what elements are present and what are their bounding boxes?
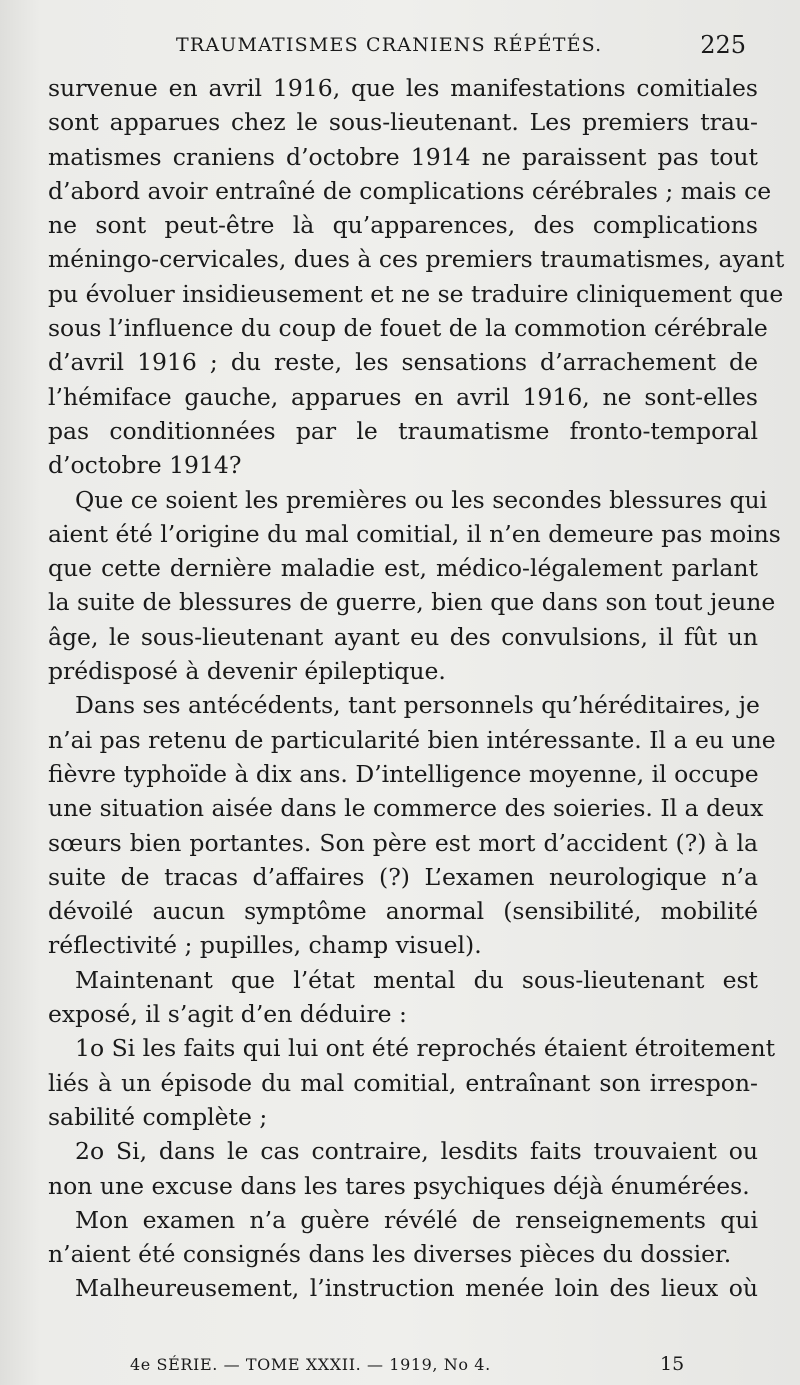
running-head — [48, 31, 758, 66]
paragraph-start: Dans ses antécédents, tant personnels qu’héréditaires, je — [75, 691, 760, 720]
text-line: suite de tracas d’affaires (?) L’examen neurologique n’a — [48, 862, 758, 891]
running-title: TRAUMATISMES CRANIENS RÉPÉTÉS. — [176, 34, 603, 56]
text-line: fièvre typhoïde à dix ans. D’intelligence moyenne, il occupe — [48, 759, 759, 788]
text-line: que cette dernière maladie est, médico-légalement parlant — [48, 554, 758, 583]
text-line: l’hémiface gauche, apparues en avril 1916, ne sont-elles — [48, 382, 758, 411]
page-number: 225 — [700, 31, 746, 59]
text-line: sont apparues chez le sous-lieutenant. Les premiers trau- — [48, 108, 758, 137]
text-line: dévoilé aucun symptôme anormal (sensibilité, mobilité — [48, 897, 758, 926]
list-item-1: 1o Si les faits qui lui ont été reprochés étaient étroitement — [75, 1034, 776, 1063]
text-line: d’avril 1916 ; du reste, les sensations d’arrachement de — [48, 348, 758, 377]
text-line: n’aient été consignés dans les diverses pièces du dossier. — [48, 1240, 732, 1269]
body-text — [48, 71, 785, 1306]
text-line: sabilité complète ; — [48, 1102, 268, 1131]
text-line: d’octobre 1914? — [48, 451, 242, 480]
text-line: exposé, il s’agit d’en déduire : — [48, 1000, 407, 1029]
text-line: réflectivité ; pupilles, champ visuel). — [48, 931, 482, 960]
text-line: survenue en avril 1916, que les manifestations comitiales — [48, 74, 758, 102]
text-line: matismes craniens d’octobre 1914 ne paraissent pas tout — [48, 142, 758, 171]
text-line: liés à un épisode du mal comitial, entraînant son irrespon- — [48, 1068, 758, 1097]
signature-mark: 4e SÉRIE. — TOME XXXII. — 1919, No 4. — [130, 1355, 491, 1374]
text-line: ne sont peut-être là qu’apparences, des complications — [48, 211, 758, 240]
text-line: pu évoluer insidieusement et ne se traduire cliniquement que — [48, 279, 784, 308]
text-line: pas conditionnées par le traumatisme fronto-temporal — [48, 416, 758, 445]
signature-number: 15 — [660, 1353, 685, 1375]
text-line: sœurs bien portantes. Son père est mort d’accident (?) à la — [48, 828, 758, 857]
text-line: une situation aisée dans le commerce des soieries. Il a deux — [48, 794, 764, 823]
text-line: prédisposé à devenir épileptique. — [48, 657, 446, 686]
text-line: âge, le sous-lieutenant ayant eu des convulsions, il fût un — [48, 622, 758, 651]
text-line: méningo-cervicales, dues à ces premiers traumatismes, ayant — [48, 245, 785, 274]
page-footer — [130, 1355, 690, 1383]
text-line: non une excuse dans les tares psychiques déjà énumérées. — [48, 1171, 750, 1200]
text-line: d’abord avoir entraîné de complications cérébrales ; mais ce — [48, 176, 772, 205]
text-line: sous l’influence du coup de fouet de la commotion cérébrale — [48, 314, 768, 343]
text-line: aient été l’origine du mal comitial, il n’en demeure pas moins — [48, 519, 781, 548]
paragraph-start: Que ce soient les premières ou les secondes blessures qui — [75, 485, 768, 514]
paragraph-start: Malheureusement, l’instruction menée loin des lieux où — [75, 1274, 758, 1303]
paragraph-start: Maintenant que l’état mental du sous-lieutenant est — [75, 965, 758, 994]
paragraph-start: Mon examen n’a guère révélé de renseignements qui — [75, 1205, 758, 1234]
list-item-2: 2o Si, dans le cas contraire, lesdits faits trouvaient ou — [75, 1137, 758, 1166]
text-line: n’ai pas retenu de particularité bien intéressante. Il a eu une — [48, 725, 776, 754]
text-line: la suite de blessures de guerre, bien que dans son tout jeune — [48, 588, 776, 617]
